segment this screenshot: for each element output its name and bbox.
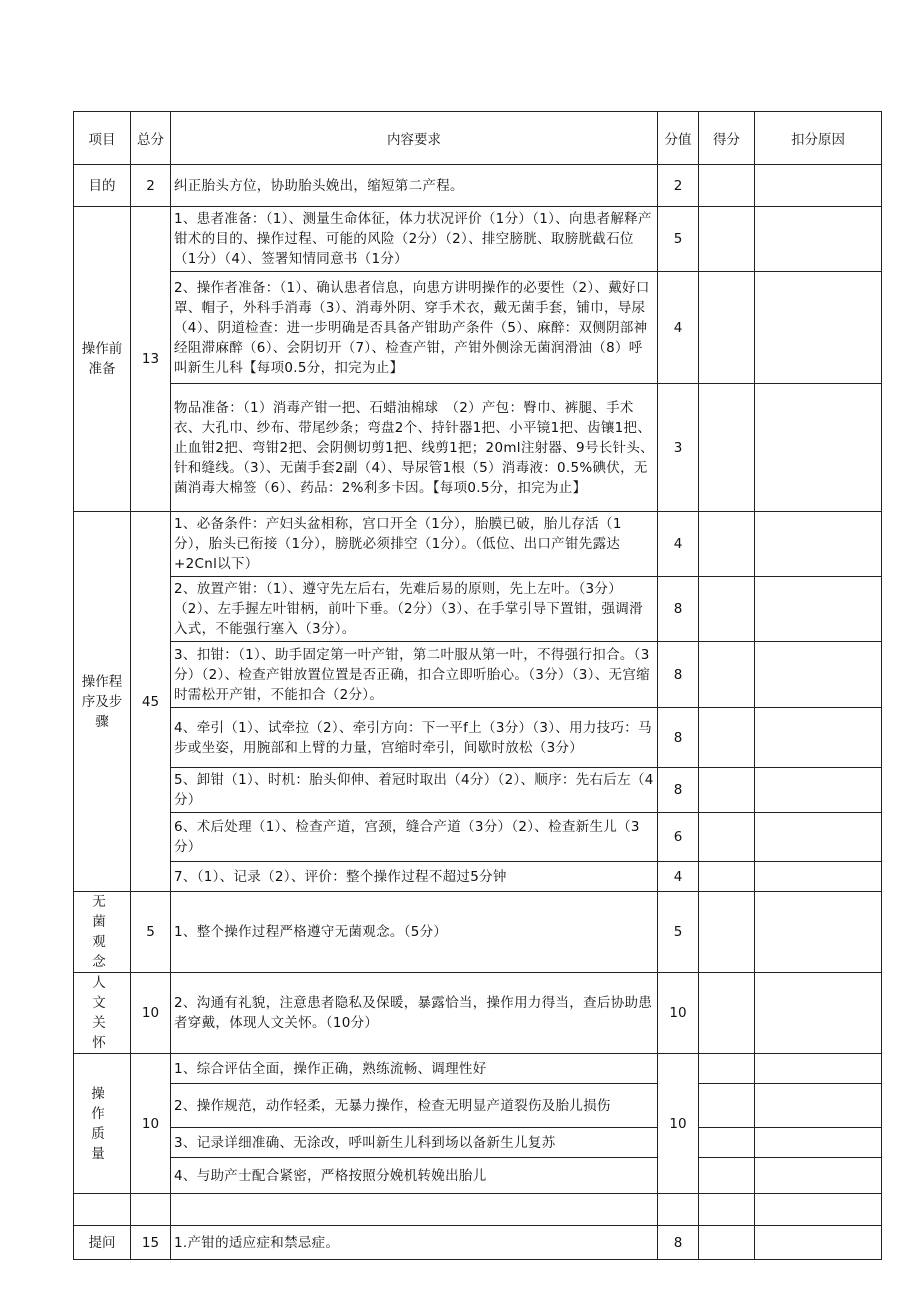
humane-deduct-cell[interactable] xyxy=(755,973,882,1054)
quality-deduct-cell-4[interactable] xyxy=(755,1158,882,1194)
quality-points: 10 xyxy=(658,1054,699,1194)
question-deduct-cell[interactable] xyxy=(755,1226,882,1260)
blank-cell-4 xyxy=(658,1194,699,1226)
proc-text-4: 4、牵引（1）、试牵拉（2）、牵引方向：下一平f上（3分）（3）、用力技巧：马步或坐姿，用腕部和上臂的力量，宫缩时牵引，间歇时放松（3分） xyxy=(171,708,658,768)
aseptic-score-cell[interactable] xyxy=(699,892,755,973)
proc-text-3: 3、扣钳：（1）、助手固定第一叶产钳，第二叶服从第一叶，不得强行扣合。（3分）（2）、检查产钳放置位置是否正确，扣合立即听胎心。（3分）（3）、无宫缩时需松开产钳，不能扣合（2分）。 xyxy=(171,642,658,708)
prep-score-cell-1[interactable] xyxy=(699,207,755,272)
proc-text-7: 7、（1）、记录（2）、评价：整个操作过程不超过5分钟 xyxy=(171,862,658,892)
blank-row xyxy=(74,1194,882,1226)
proc-score-cell-2[interactable] xyxy=(699,577,755,642)
proc-text-2: 2、放置产钳：（1）、遵守先左后右，先难后易的原则，先上左叶。（3分）（2）、左手握左叶钳柄，前叶下垂。（2分）（3）、在手掌引导下置钳，强调滑入式，不能强行塞入（3分）。 xyxy=(171,577,658,642)
aseptic-text: 1、整个操作过程严格遵守无菌观念。（5分） xyxy=(171,892,658,973)
proc-score-cell-5[interactable] xyxy=(699,768,755,813)
proc-points-7: 4 xyxy=(658,862,699,892)
proc-deduct-cell-3[interactable] xyxy=(755,642,882,708)
humane-name xyxy=(74,973,131,1054)
header-deduct: 扣分原因 xyxy=(755,112,882,165)
quality-deduct-cell-3[interactable] xyxy=(755,1128,882,1158)
question-row xyxy=(74,1226,882,1260)
aseptic-name-text: 无菌观念 xyxy=(92,894,112,970)
proc-name xyxy=(74,512,131,892)
purpose-points: 2 xyxy=(658,165,699,207)
blank-cell-5[interactable] xyxy=(699,1194,755,1226)
quality-name-text: 操作质量 xyxy=(91,1085,113,1162)
aseptic-points: 5 xyxy=(658,892,699,973)
question-points: 8 xyxy=(658,1226,699,1260)
proc-deduct-cell-5[interactable] xyxy=(755,768,882,813)
proc-points-1: 4 xyxy=(658,512,699,577)
header-total: 总分 xyxy=(131,112,171,165)
proc-total: 45 xyxy=(131,512,171,892)
header-item: 项目 xyxy=(74,112,131,165)
question-text: 1.产钳的适应症和禁忌症。 xyxy=(171,1226,658,1260)
prep-points-3: 3 xyxy=(658,384,699,512)
prep-row-1 xyxy=(74,207,882,272)
proc-score-cell-7[interactable] xyxy=(699,862,755,892)
proc-deduct-cell-4[interactable] xyxy=(755,708,882,768)
prep-row-2 xyxy=(74,272,882,384)
quality-text-3: 3、记录详细准确、无涂改，呼叫新生儿科到场以备新生儿复苏 xyxy=(171,1128,658,1158)
prep-points-2: 4 xyxy=(658,272,699,384)
proc-score-cell-6[interactable] xyxy=(699,813,755,862)
quality-score-cell-2[interactable] xyxy=(699,1084,755,1128)
quality-text-2: 2、操作规范，动作轻柔，无暴力操作，检查无明显产道裂伤及胎儿损伤 xyxy=(171,1084,658,1128)
quality-row-2 xyxy=(74,1084,882,1128)
header-content: 内容要求 xyxy=(171,112,658,165)
proc-deduct-cell-2[interactable] xyxy=(755,577,882,642)
proc-text-1: 1、必备条件：产妇头盆相称，宫口开全（1分），胎膜已破，胎儿存活（1分），胎头已衔接（1分），膀胱必须排空（1分）。（低位、出口产钳先露达+2Cnl以下） xyxy=(171,512,658,577)
scoring-table xyxy=(73,111,882,1260)
proc-row-6 xyxy=(74,813,882,862)
prep-points-1: 5 xyxy=(658,207,699,272)
quality-name xyxy=(74,1054,131,1194)
header-score: 得分 xyxy=(699,112,755,165)
question-total: 15 xyxy=(131,1226,171,1260)
quality-score-cell-4[interactable] xyxy=(699,1158,755,1194)
humane-points: 10 xyxy=(658,973,699,1054)
prep-name-text: 操作前准备 xyxy=(81,341,123,377)
proc-row-2 xyxy=(74,577,882,642)
proc-row-7 xyxy=(74,862,882,892)
purpose-text: 纠正胎头方位，协助胎头娩出，缩短第二产程。 xyxy=(171,165,658,207)
proc-points-6: 6 xyxy=(658,813,699,862)
proc-points-3: 8 xyxy=(658,642,699,708)
prep-score-cell-2[interactable] xyxy=(699,272,755,384)
prep-total: 13 xyxy=(131,207,171,512)
proc-score-cell-3[interactable] xyxy=(699,642,755,708)
humane-score-cell[interactable] xyxy=(699,973,755,1054)
quality-total: 10 xyxy=(131,1054,171,1194)
blank-cell-1 xyxy=(74,1194,131,1226)
aseptic-deduct-cell[interactable] xyxy=(755,892,882,973)
proc-deduct-cell-1[interactable] xyxy=(755,512,882,577)
question-name: 提问 xyxy=(74,1226,131,1260)
quality-row-3 xyxy=(74,1128,882,1158)
aseptic-total: 5 xyxy=(131,892,171,973)
prep-text-2: 2、操作者准备：（1）、确认患者信息，向患方讲明操作的必要性（2）、戴好口罩、帽子，外科手消毒（3）、消毒外阴、穿手术衣，戴无菌手套，铺巾，导尿（4）、阴道检查：进一步明确是否具备产钳助产条件（5）、麻醉：双侧阴部神经阻滞麻醉（6）、会阴切开（7）、检查产钳，产钳外侧涂无菌润滑油（8）呼叫新生儿科【每项0.5分，扣完为止】 xyxy=(171,272,658,384)
prep-deduct-cell-2[interactable] xyxy=(755,272,882,384)
prep-text-3: 物品准备：（1）消毒产钳一把、石蜡油棉球 （2）产包：臀巾、裤腿、手术衣、大孔巾、纱布、带尾纱条；弯盘2个、持针器1把、小平镜1把、齿镶1把、止血钳2把、弯钳2把、会阴侧切剪1把、线剪1把；20ml注射器、9号长针头、针和缝线。（3）、无菌手套2副（4）、导尿管1根（5）消毒液：0.5%碘伏，无菌消毒大棉签（6）、药品：2%利多卡因。【每项0.5分，扣完为止】 xyxy=(171,384,658,512)
prep-text-1: 1、患者准备：（1）、测量生命体征，体力状况评价（1分）（1）、向患者解释产钳术的目的、操作过程、可能的风险（2分）（2）、排空膀胱、取膀胱截石位（1分）（4）、签署知情同意书（1分） xyxy=(171,207,658,272)
blank-cell-2 xyxy=(131,1194,171,1226)
proc-text-6: 6、术后处理（1）、检查产道，宫颈，缝合产道（3分）（2）、检查新生儿（3分） xyxy=(171,813,658,862)
quality-text-4: 4、与助产士配合紧密，严格按照分娩机转娩出胎儿 xyxy=(171,1158,658,1194)
proc-row-4 xyxy=(74,708,882,768)
humane-total: 10 xyxy=(131,973,171,1054)
aseptic-row xyxy=(74,892,882,973)
quality-deduct-cell-2[interactable] xyxy=(755,1084,882,1128)
prep-name xyxy=(74,207,131,512)
purpose-row xyxy=(74,165,882,207)
humane-row xyxy=(74,973,882,1054)
humane-name-text: 人文关怀 xyxy=(92,975,112,1051)
proc-row-3 xyxy=(74,642,882,708)
proc-points-2: 8 xyxy=(658,577,699,642)
quality-score-cell-3[interactable] xyxy=(699,1128,755,1158)
header-row xyxy=(74,112,882,165)
prep-deduct-cell-1[interactable] xyxy=(755,207,882,272)
proc-score-cell-4[interactable] xyxy=(699,708,755,768)
header-points: 分值 xyxy=(658,112,699,165)
proc-points-5: 8 xyxy=(658,768,699,813)
proc-name-text: 操作程序及步骤 xyxy=(81,673,123,730)
purpose-deduct-cell[interactable] xyxy=(755,165,882,207)
proc-deduct-cell-7[interactable] xyxy=(755,862,882,892)
purpose-total: 2 xyxy=(131,165,171,207)
quality-row-4 xyxy=(74,1158,882,1194)
question-score-cell[interactable] xyxy=(699,1226,755,1260)
proc-points-4: 8 xyxy=(658,708,699,768)
prep-deduct-cell-3[interactable] xyxy=(755,384,882,512)
aseptic-name xyxy=(74,892,131,973)
proc-text-5: 5、卸钳（1）、时机：胎头仰伸、着冠时取出（4分）（2）、顺序：先右后左（4分） xyxy=(171,768,658,813)
proc-row-1 xyxy=(74,512,882,577)
blank-cell-3 xyxy=(171,1194,658,1226)
purpose-score-cell[interactable] xyxy=(699,165,755,207)
quality-deduct-cell-1[interactable] xyxy=(755,1054,882,1084)
quality-score-cell-1[interactable] xyxy=(699,1054,755,1084)
blank-cell-6[interactable] xyxy=(755,1194,882,1226)
humane-text: 2、沟通有礼貌，注意患者隐私及保暖，暴露恰当，操作用力得当，查后协助患者穿戴，体现人文关怀。（10分） xyxy=(171,973,658,1054)
prep-score-cell-3[interactable] xyxy=(699,384,755,512)
quality-row-1 xyxy=(74,1054,882,1084)
proc-deduct-cell-6[interactable] xyxy=(755,813,882,862)
proc-score-cell-1[interactable] xyxy=(699,512,755,577)
proc-row-5 xyxy=(74,768,882,813)
purpose-name: 目的 xyxy=(74,165,131,207)
quality-text-1: 1、综合评估全面，操作正确，熟练流畅、调理性好 xyxy=(171,1054,658,1084)
prep-row-3 xyxy=(74,384,882,512)
